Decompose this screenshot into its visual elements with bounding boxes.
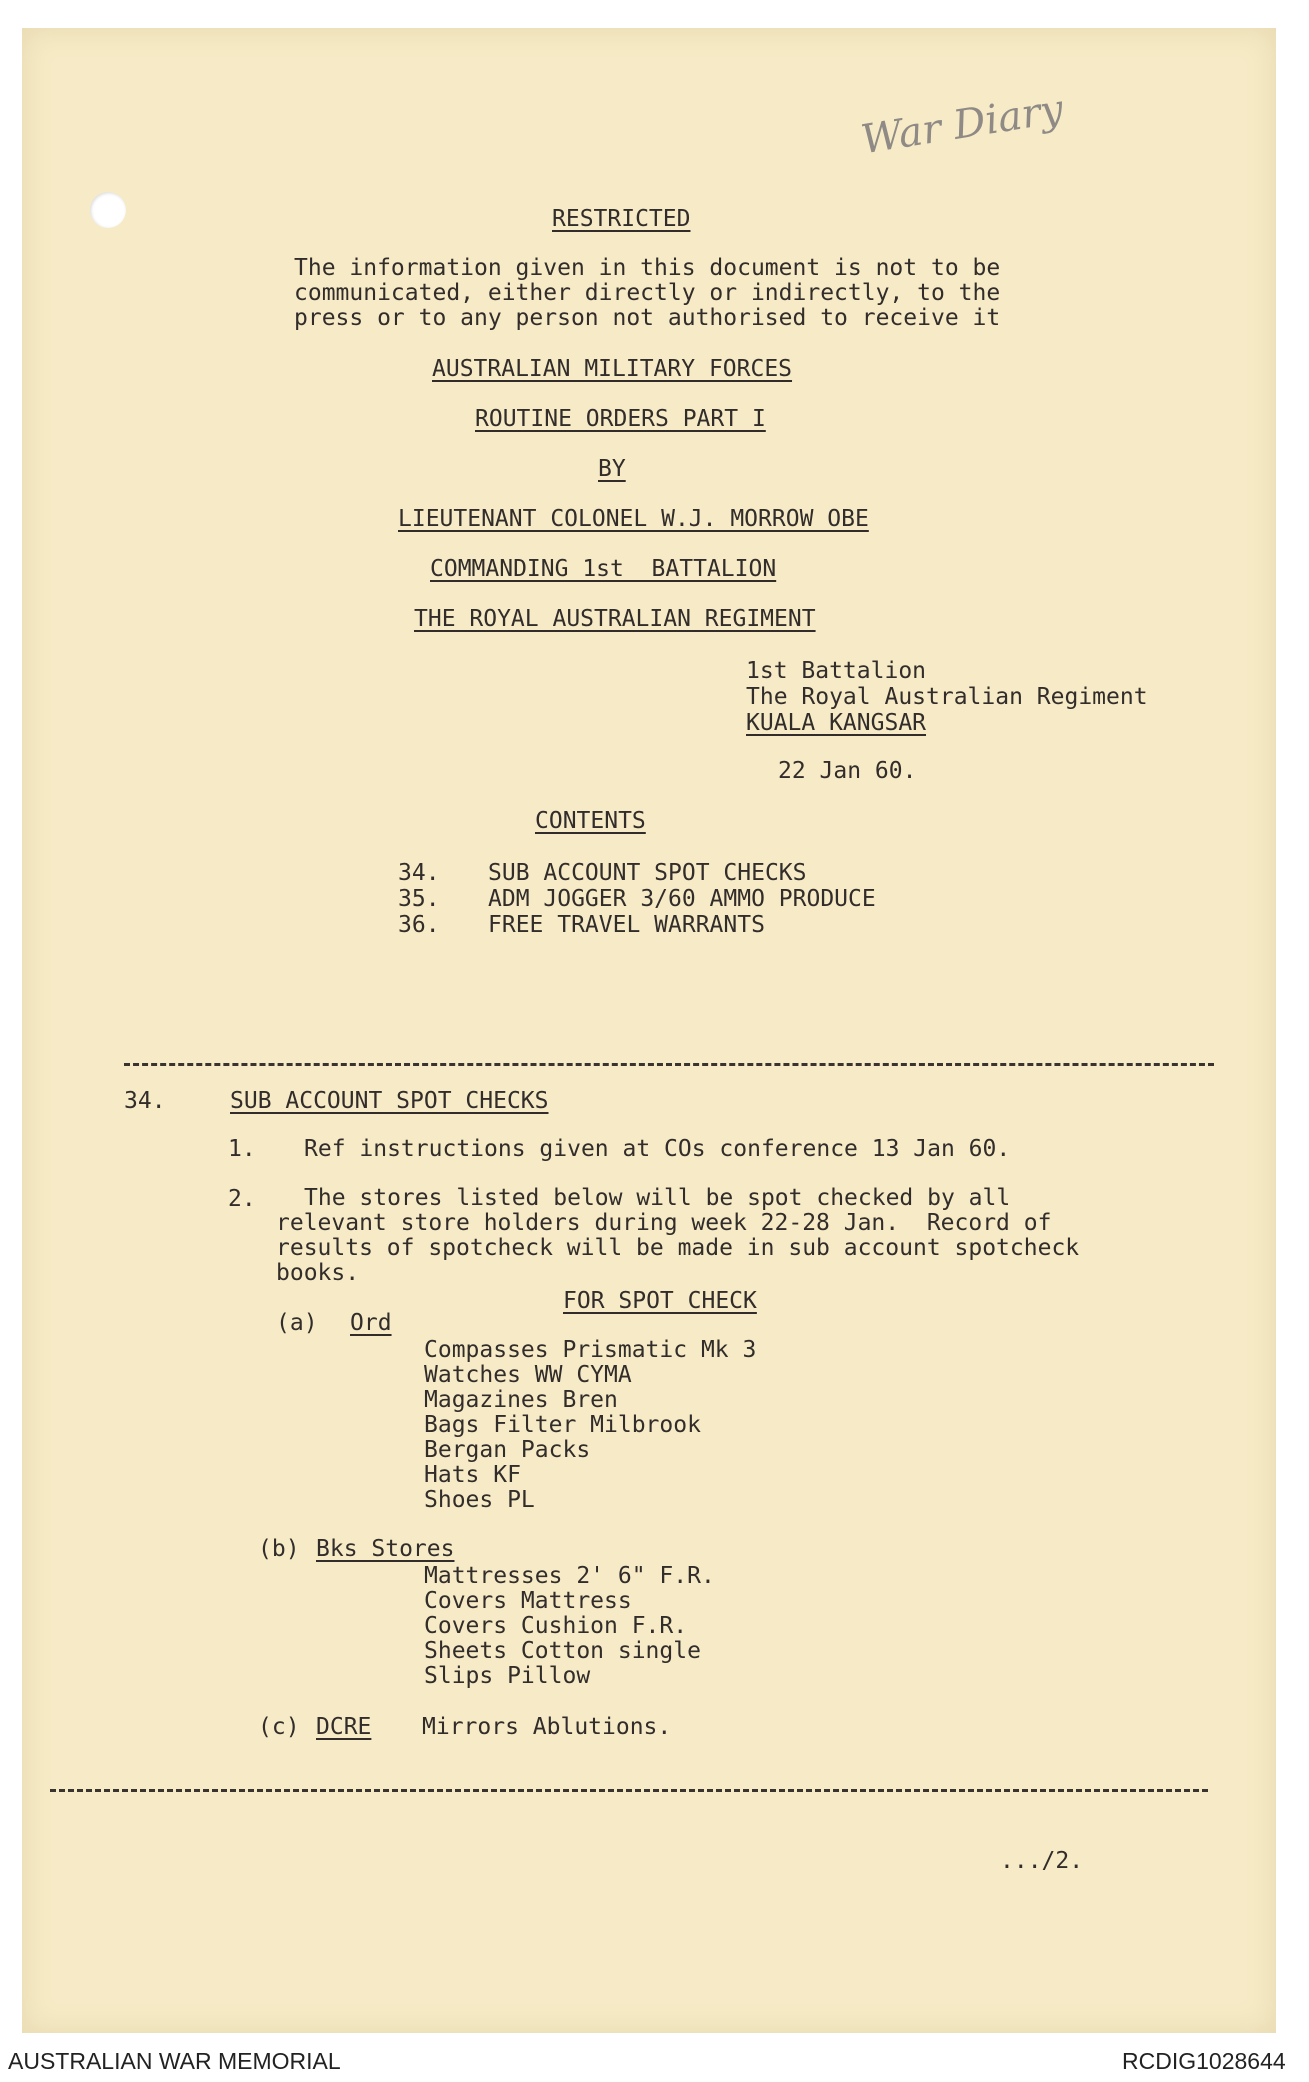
section-divider [50,1789,1208,1792]
list-item: Shoes PL [424,1487,535,1513]
subsection-label: (b) [258,1536,300,1562]
list-item: Magazines Bren [424,1387,618,1413]
commander-name: LIEUTENANT COLONEL W.J. MORROW OBE [398,506,869,532]
address-line-1: 1st Battalion [746,658,927,684]
list-item: Compasses Prismatic Mk 3 [424,1337,757,1363]
punch-hole [90,192,126,228]
bks-items-list [424,1564,715,1689]
contents-item-text: FREE TRAVEL WARRANTS [488,912,765,938]
classification-label: RESTRICTED [552,206,691,232]
para-line: results of spotcheck will be made in sub account spotcheck [276,1235,1080,1261]
para-2-text [276,1186,1079,1286]
by-label: BY [598,456,626,482]
contents-item-num: 36. [398,912,440,938]
commanding-line: COMMANDING 1st BATTALION [430,556,777,582]
contents-item-num: 34. [398,860,440,886]
footer-reference: RCDIG1028644 [1122,2048,1286,2074]
footer-source: AUSTRALIAN WAR MEMORIAL [8,2048,341,2074]
forces-title: AUSTRALIAN MILITARY FORCES [432,356,793,382]
list-item: Bags Filter Milbrook [424,1412,701,1438]
subsection-title: DCRE [316,1714,372,1740]
list-item: Mirrors Ablutions. [422,1714,672,1740]
subsection-title: Ord [350,1310,392,1336]
subsection-label: (c) [258,1714,300,1740]
para-number: 2. [228,1186,256,1212]
ord-items-list [424,1338,756,1513]
subsection-label: (a) [276,1310,318,1336]
restriction-notice [294,256,1000,331]
notice-line: press or to any person not authorised to receive it [294,305,1001,331]
page-continuation: .../2. [1000,1848,1084,1874]
document-date: 22 Jan 60. [778,758,917,784]
subsection-title: Bks Stores [316,1536,455,1562]
spot-check-heading: FOR SPOT CHECK [563,1288,757,1314]
list-item: Watches WW CYMA [424,1362,632,1388]
list-item: Bergan Packs [424,1437,591,1463]
para-line: The stores listed below will be spot checked by all [304,1185,1011,1211]
para-line: books. [276,1260,360,1286]
notice-line: communicated, either directly or indirectly, to the [294,280,1001,306]
section-divider [124,1063,1214,1066]
para-1-text: Ref instructions given at COs conference 13 Jan 60. [304,1136,1011,1162]
para-line: relevant store holders during week 22-28 Jan. Record of [276,1210,1052,1236]
section-title: SUB ACCOUNT SPOT CHECKS [230,1088,549,1114]
para-number: 1. [228,1136,256,1162]
section-number: 34. [124,1088,166,1114]
address-line-2: The Royal Australian Regiment [746,684,1148,710]
orders-title: ROUTINE ORDERS PART I [475,406,766,432]
address-location: KUALA KANGSAR [746,710,927,736]
contents-item-text: SUB ACCOUNT SPOT CHECKS [488,860,807,886]
list-item: Sheets Cotton single [424,1638,701,1664]
notice-line: The information given in this document is not to be [294,255,1001,281]
list-item: Covers Mattress [424,1588,632,1614]
list-item: Mattresses 2' 6" F.R. [424,1563,715,1589]
list-item: Covers Cushion F.R. [424,1613,688,1639]
list-item: Hats KF [424,1462,521,1488]
regiment-title: THE ROYAL AUSTRALIAN REGIMENT [414,606,816,632]
contents-heading: CONTENTS [535,808,646,834]
contents-item-num: 35. [398,886,440,912]
list-item: Slips Pillow [424,1663,591,1689]
handwritten-note: War Diary [858,86,1067,164]
contents-item-text: ADM JOGGER 3/60 AMMO PRODUCE [488,886,876,912]
